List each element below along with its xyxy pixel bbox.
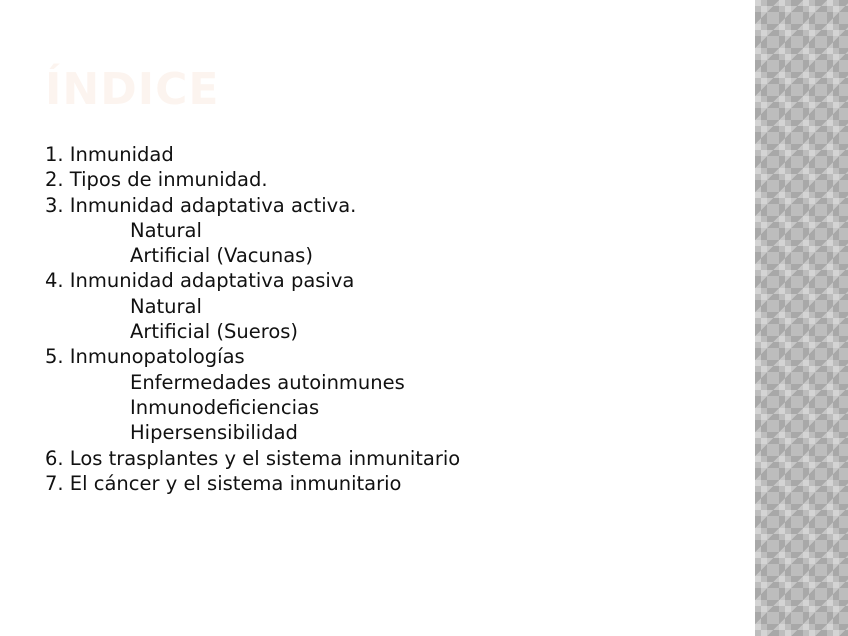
toc-item: 4. Inmunidad adaptativa pasiva	[45, 269, 355, 293]
toc-subitem: Hipersensibilidad	[130, 421, 298, 445]
toc-item: 5. Inmunopatologías	[45, 345, 245, 369]
pattern-shade	[755, 0, 848, 636]
toc-subitem: Enfermedades autoinmunes	[130, 370, 405, 394]
toc-subitem: Natural	[130, 218, 202, 242]
table-of-contents	[45, 142, 460, 496]
toc-subitem: Inmunodeficiencias	[130, 395, 320, 419]
toc-item: 3. Inmunidad adaptativa activa.	[45, 193, 357, 217]
slide-title: ÍNDICE	[45, 64, 220, 115]
toc-item: 2. Tipos de inmunidad.	[45, 168, 268, 192]
toc-item: 6. Los trasplantes y el sistema inmunitario	[45, 446, 461, 470]
toc-item: 1. Inmunidad	[45, 143, 174, 166]
toc-subitem: Artificial (Sueros)	[130, 320, 299, 344]
toc-subitem: Artificial (Vacunas)	[130, 244, 313, 268]
toc-subitem: Natural	[130, 294, 202, 318]
toc-item: 7. El cáncer y el sistema inmunitario	[45, 471, 402, 495]
decorative-pattern-panel	[755, 0, 848, 636]
